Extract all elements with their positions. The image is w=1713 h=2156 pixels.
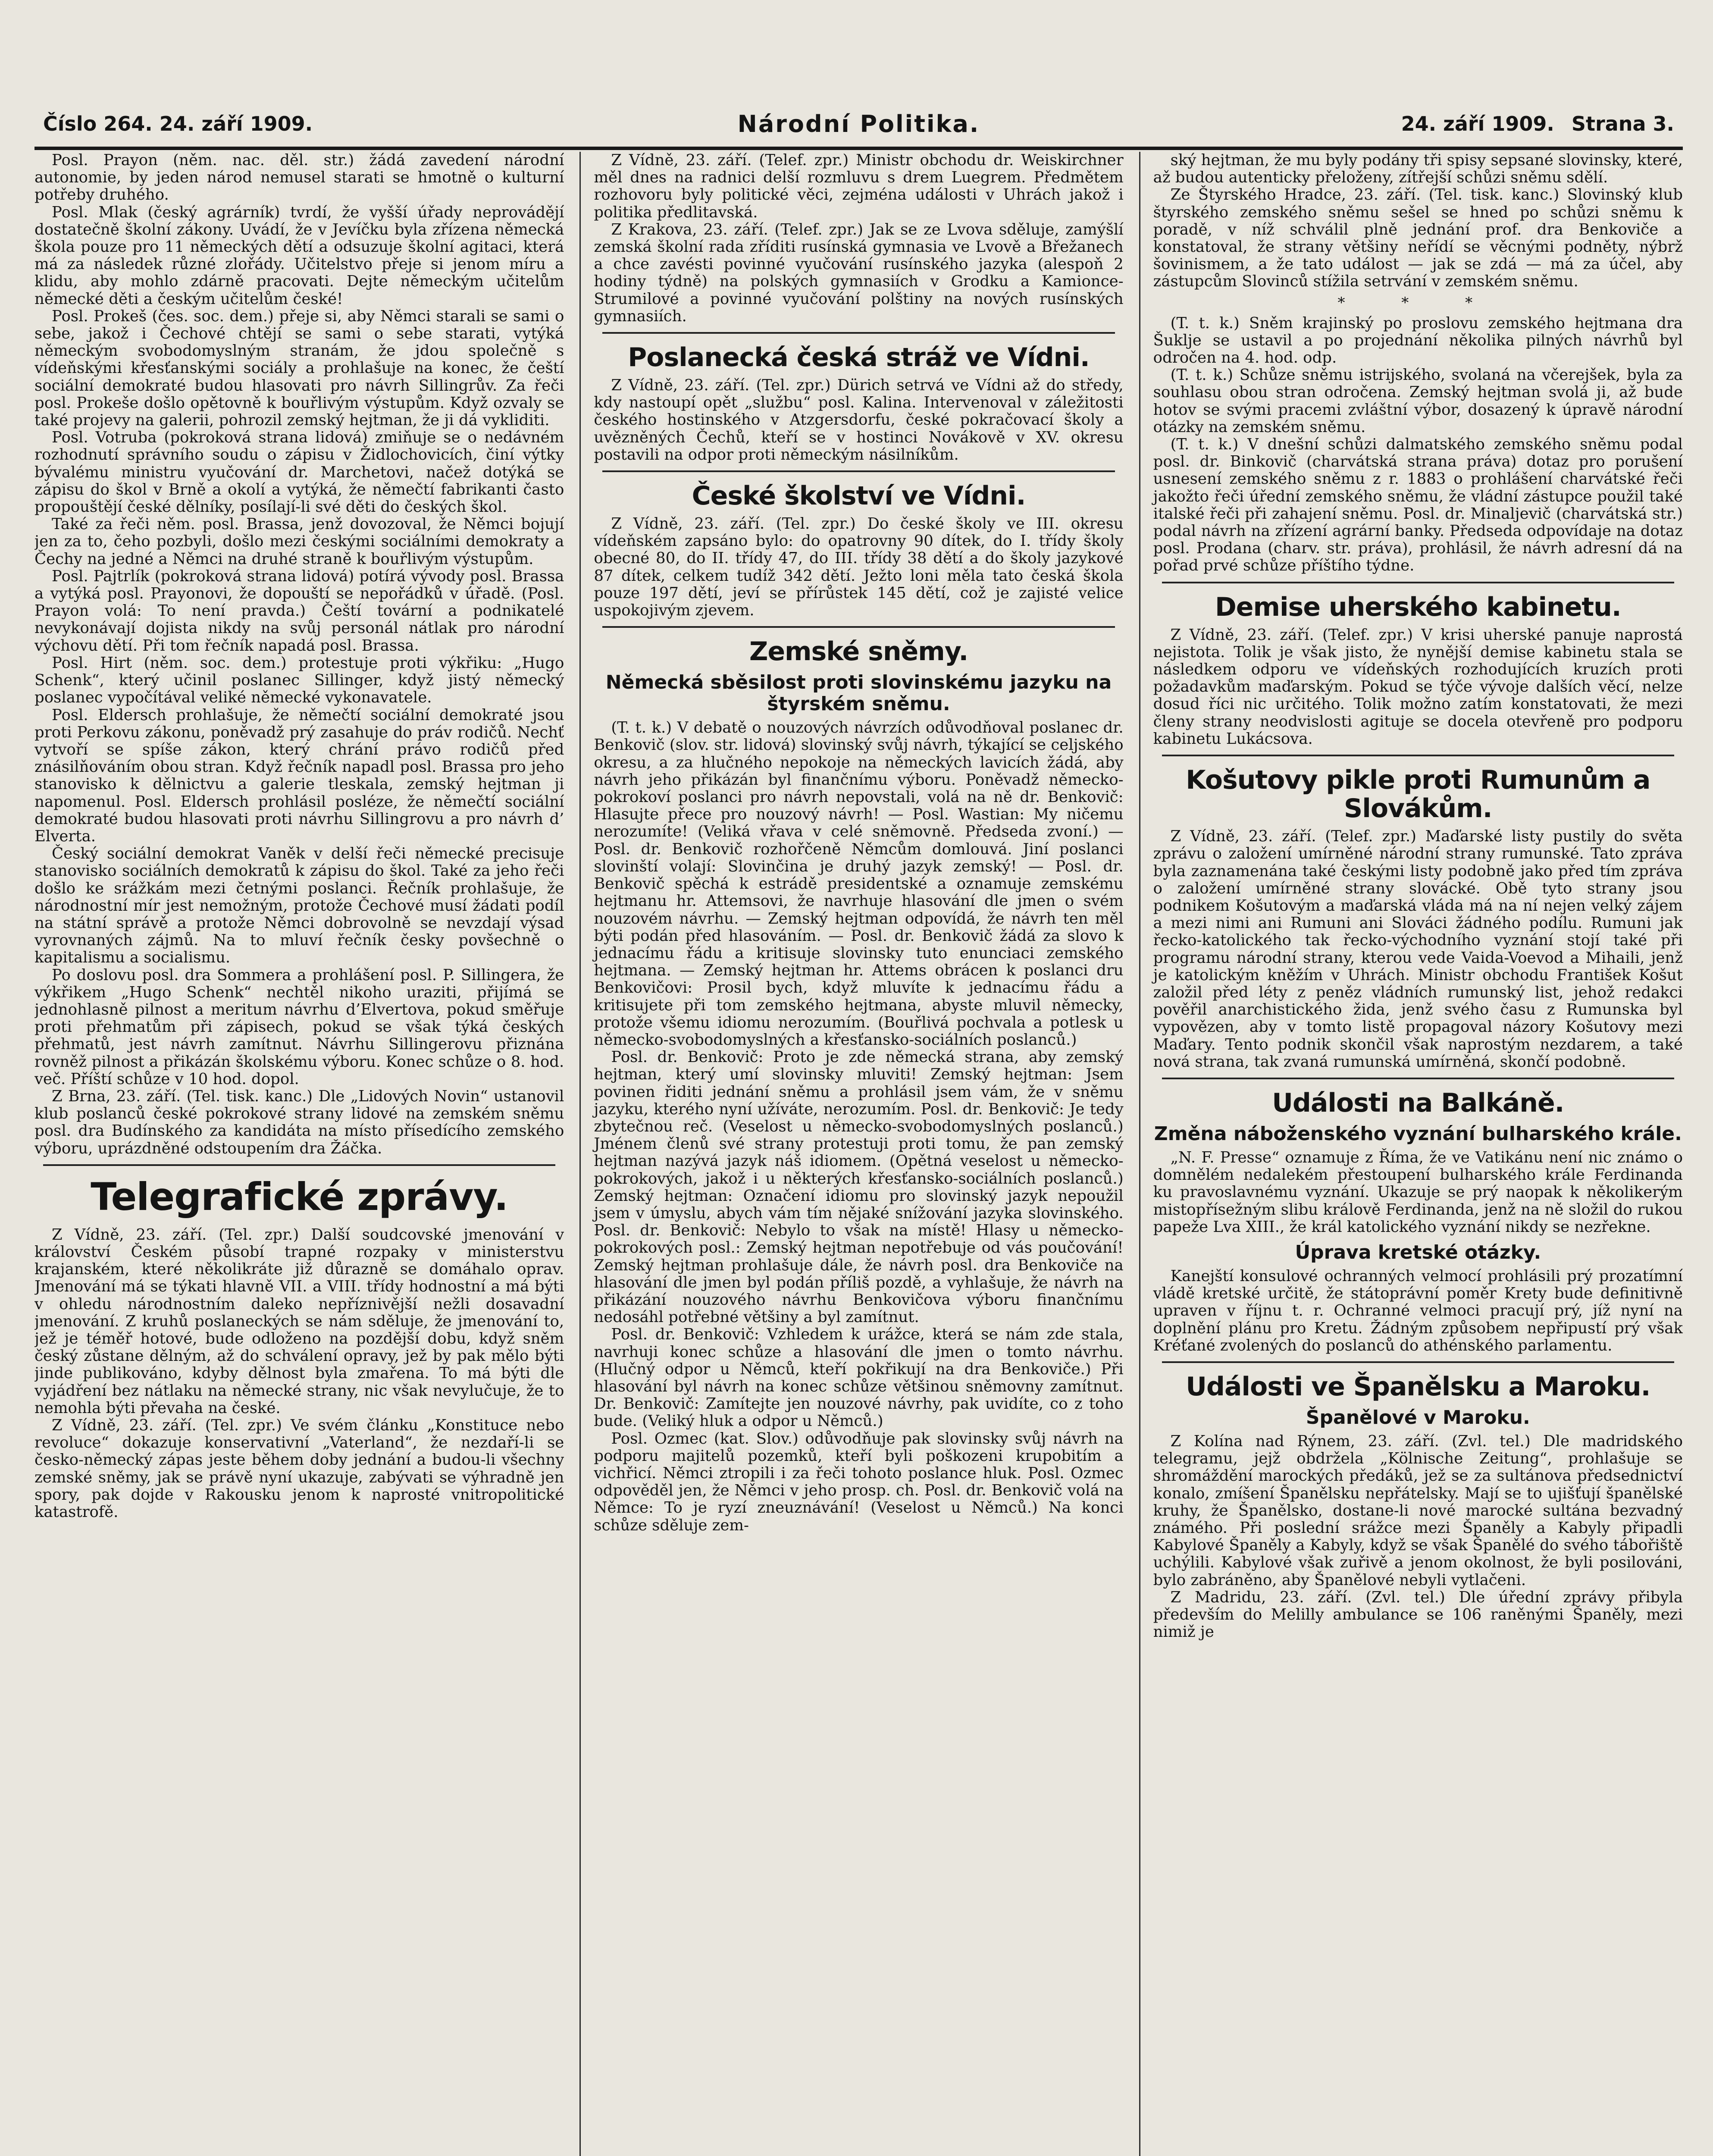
issue-date: 24. září 1909. — [1401, 112, 1554, 135]
subheading: Úprava kretské otázky. — [1295, 1241, 1541, 1263]
paragraph: Posl. Prokeš (čes. soc. dem.) přeje si, aby Němci starali se sami o sebe, jakož i Čechové chtějí se sami o sebe starati, vytýká německým svobodomyslným stranám, že jdou společně s vídeňskými křesťanskými sociály a prohlašuje na konec, že čeští sociální demokraté budou hlasovati pro návrh Sillingrův. Za řeči posl. Prokeše došlo opětovně k bouřlivým výstupům. Když ozvaly se také projevy na galerii, pohrozil zemský hejtman, že ji dá vykliditi. — [34, 307, 564, 429]
paragraph: Posl. Ozmec (kat. Slov.) odůvodňuje pak slovinsky svůj návrh na podporu majitelů pozemků, kteří byli poškozeni krupobitím a vichřicí. Němci ztropili i za řeči tohoto poslance hluk. Posl. Ozmec odpověděl jen, že Němci v jeho prosp. ch. Posl. dr. Benkovič volá na Němce: To je ryzí zneuznávání! (Veselost u Němců.) Na konci schůze sděluje zem- — [594, 1429, 1124, 1534]
paragraph: Z Vídně, 23. září. (Tel. zpr.) Ve svém článku „Konstituce nebo revoluce“ dokazuje konservativní „Vaterland“, že nezdaří-li se česko-německý zápas jeste během doby jednání a budou-li všechny zemské sněmy, jak se právě nyní ukazuje, zabývati se výhradně jen spory, pak dojde v Rakousku jenom k naprosté vnitropolitické katastrofě. — [34, 1416, 564, 1521]
section-heading: České školství ve Vídni. — [692, 481, 1026, 511]
masthead — [34, 112, 1683, 150]
section-divider — [1162, 1078, 1674, 1079]
paragraph: Kanejští konsulové ochranných velmocí prohlásili prý prozatímní vládě kretské určitě, že státoprávní poměr Krety bude definitivně upraven v říjnu t. r. Ochranné velmoci pracují prý, jíž nyní na doplnění plánu pro Kretu. Žádným způsobem nepřipustí prý však Kréťané zvolených do poslanců do athénského parlamentu. — [1153, 1267, 1683, 1354]
paragraph: Český sociální demokrat Vaněk v delší řeči německé precisuje stanovisko sociálních demokratů k zápisu do škol. Také za jeho řeči došlo ke srážkám mezi četnými poslanci. Řečník prohlašuje, že národnostní mír jest nemožným, protože Čechové musí žádati podíl na státní správě a protože Němci dobrovolně se nevzdají výsad vyrovnaných zájmů. Na to mluví řečník česky povšechně o kapitalismu a socialismu. — [34, 845, 564, 967]
subheading: Změna náboženského vyznání bulharského krále. — [1154, 1122, 1682, 1145]
section-heading: Zemské sněmy. — [749, 636, 968, 667]
section-heading: Události na Balkáně. — [1272, 1087, 1564, 1118]
section-divider — [1162, 582, 1674, 583]
column-1 — [34, 152, 564, 2156]
paragraph: Posl. Pajtrlík (pokroková strana lidová) potírá vývody posl. Brassa a vytýká posl. Prayonovi, že dopouští se nepořádků v úřadě. (Posl. Prayon volá: To není pravda.) Čeští tovární a podnikatelé nevykonávají dojista nikdy na svůj personál nátlak pro národní výchovu dětí. Při tom řečník napadá posl. Brassa. — [34, 567, 564, 655]
paragraph: Posl. Votruba (pokroková strana lidová) zmiňuje se o nedávném rozhodnutí správního soudu o zápisu v Židlochovicích, činí výtky bývalému ministru vyučování dr. Marchetovi, načež dotýká se zápisu do škol v Brně a okolí a vytýká, že němečtí fabrikanti často propouštějí české dělníky, posílají-li své děti do českých škol. — [34, 429, 564, 516]
paragraph: Také za řeči něm. posl. Brassa, jenž dovozoval, že Němci bojují jen za to, čeho pozbyli, došlo mezi českými sociálními demokraty a Čechy na jedné a Němci na druhé straně k bouřlivým výstupům. — [34, 515, 564, 568]
paragraph: ský hejtman, že mu byly podány tři spisy sepsané slovinsky, které, až budou autenticky přeloženy, zítřejší schůzi sněmu sdělí. — [1153, 152, 1683, 187]
section-heading: Poslanecká česká stráž ve Vídni. — [628, 342, 1090, 373]
paragraph: (T. t. k.) V debatě o nouzových návrzích odůvodňoval poslanec dr. Benkovič (slov. str. lidová) slovinský svůj návrh, týkající se celjského okresu, a za hlučného nepokoje na německých lavicích žádá, aby návrh jeho přikázán byl finančnímu výboru. Poněvadž německo-pokrokoví poslanci pro návrh nepovstali, volá na ně dr. Benkovič: Hlasujte přece pro nouzový návrh! — Posl. Wastian: My ničemu nerozumíte! (Veliká vřava v celé sněmovně. Předseda zvoní.) — Posl. dr. Benkovič rozhořčeně Němcům domlouvá. Jiní poslanci slovinští volají: Slovinčina je druhý jazyk zemský! — Posl. dr. Benkovič spěchá k estrádě presidentské a oznamuje zemskému hejtmanu hr. Attemsovi, že navrhuje hlasování dle jmen o svém nouzovém návrhu. — Zemský hejtman odpovídá, že návrh ten měl býti podán před hlasováním. — Posl. dr. Benkovič žádá za slovo k jednacímu řádu a kritisuje slovinsky tuto enunciaci zemského hejtmana. — Zemský hejtman hr. Attems obrácen k poslanci dru Benkovičovi: Prosil bych, když mluvíte k jednacímu řádu a kritisujete při tom zemského hejtmana, abyste mluvil německy, protože všemu idiomu nerozumím. (Bouřlivá pochvala a potlesk u německo-svobodomyslných a křesťansko-sociálních poslanců.) — [594, 719, 1124, 1049]
paragraph: Z Brna, 23. září. (Tel. tisk. kanc.) Dle „Lidových Novin“ ustanovil klub poslanců české pokrokové strany lidové na zemském sněmu posl. dra Budínského za kandidáta na místo přísedícího zemského výboru, uprázdněné odstoupením dra Žáčka. — [34, 1087, 564, 1157]
paragraph: (T. t. k.) Sněm krajinský po proslovu zemského hejtmana dra Šuklje se ustavil a po projednání několika pilných návrhů byl odročen na 4. hod. odp. — [1153, 314, 1683, 367]
section-divider — [43, 1164, 555, 1166]
paragraph: (T. t. k.) Schůze sněmu istrijského, svolaná na včerejšek, byla za souhlasu obou stran odročena. Zemský hejtman svolá ji, až bude hotov se svými pracemi zvláštní výbor, dosazený k úpravě národní otázky na zemském sněmu. — [1153, 366, 1683, 436]
issue-number: Číslo 264. 24. září 1909. — [43, 112, 313, 135]
page-number: Strana 3. — [1571, 112, 1674, 135]
paragraph: (T. t. k.) V dnešní schůzi dalmatského zemského sněmu podal posl. dr. Binkovič (charvátská strana práva) dotaz pro porušení usnesení zemského sněmu z r. 1883 o prohlášení charvátské řeči jakožto řeči úřední zemského sněmu, že vládní zástupce použil také italské řeči při zahajení sněmu. Posl. dr. Minaljevič (charvátská str.) podal návrh na zřízení agrární banky. Předseda odpovídaje na dotaz posl. Prodana (charv. str. práva), prohlásil, že návrh adresní dá na pořad prvé schůze příštího týdne. — [1153, 436, 1683, 575]
section-heading: Události ve Španělsku a Maroku. — [1186, 1371, 1650, 1402]
section-heading: Telegrafické zprávy. — [91, 1174, 508, 1219]
paragraph: Posl. dr. Benkovič: Proto je zde německá strana, aby zemský hejtman, který umí slovinsky mluviti! Zemský hejtman: Jsem povinen řiditi jednání sněmu a prohlásil jsem vám, že v sněmu jazyku, kterého nyní užíváte, nerozumím. Posl. dr. Benkovič: Je tedy zbytečnou reč. (Veselost u německo-svobodomyslných poslanců.) Jménem členů své strany protestuji proti tomu, že pan zemský hejtman nazývá jazyk náš idiomem. (Opětná veselost u německo-pokrokových, jakož i u některých křesťansko-sociálních poslanců.) Zemský hejtman: Označení idiomu pro slovinský jazyk nepoužil jsem v úmyslu, abych vám tím nějaké snížování jazyka slovinského. Posl. dr. Benkovič: Nebylo to však na místě! Hlasy u německo-pokrokových posl.: Zemský hejtman nepotřebuje od vás poučování! Zemský hejtman prohlašuje dále, že návrh posl. dra Benkoviče na hlasování dle jmen byl podán příliš pozdě, a vyhlašuje, že návrh na přikázání nouzového návrhu Benkovičova výboru finančnímu nedosáhl potřebné většiny a byl zamítnut. — [594, 1048, 1124, 1326]
section-divider — [602, 470, 1115, 472]
column-3 — [1139, 152, 1683, 2156]
paragraph: Z Vídně, 23. září. (Tel. zpr.) Do české školy ve III. okresu vídeňském zapsáno bylo: do opatrovny 90 dítek, do I. třídy školy obecné 80, do II. třídy 47, do III. třídy 38 dětí a do školy jazykové 87 dítek, celkem tudíž 342 dětí. Ježto loni měla tato česká škola pouze 197 dětí, jeví se přírůstek 145 dětí, což je zajisté velice uspokojivým zjevem. — [594, 515, 1124, 620]
paragraph: Posl. Hirt (něm. soc. dem.) protestuje proti výkřiku: „Hugo Schenk“, který učinil poslanec Sillinger, když jistý německý poslanec vypočítával veliké německé vykonavatele. — [34, 654, 564, 707]
paragraph: Z Krakova, 23. září. (Telef. zpr.) Jak se ze Lvova sděluje, zamýšlí zemská školní rada zříditi rusínská gymnasia ve Lvově a Břežanech a chce zavésti povinné vyučování rusínského jazyka (alespoň 2 hodiny týdně) na polských gymnasiích v Grodku a Kamionce-Strumilové a povinné vyučování polštiny na nových rusínských gymnasiích. — [594, 220, 1124, 325]
section-divider — [602, 332, 1115, 334]
section-heading: Demise uherského kabinetu. — [1215, 592, 1621, 622]
paragraph: Posl. Prayon (něm. nac. děl. str.) žádá zavedení národní autonomie, by jeden národ nemusel starati se hmotně o kulturní potřeby druhého. — [34, 152, 564, 204]
paragraph: Z Vídně, 23. září. (Tel. zpr.) Dürich setrvá ve Vídni až do středy, kdy nastoupí opět „službu“ posl. Kalina. Intervenoval v záležitosti českého hostinského v Atzgersdorfu, české pokračovací školy a uvězněných Čechů, kteří se v hostinci Novákově v XV. okresu postavili na odpor proti německým násilníkům. — [594, 376, 1124, 464]
paragraph: Posl. dr. Benkovič: Vzhledem k urážce, která se nám zde stala, navrhuji konec schůze a hlasování dle jmen o tomto návrhu. (Hlučný odpor u Němců, kteří pokřikují na dra Benkoviče.) Při hlasování byl návrh na konec schůze většinou sněmovny zamítnut. Dr. Benkovič: Zamítejte jen nouzové návrhy, pak uvidíte, co z toho bude. (Veliký hluk a odpor u Němců.) — [594, 1326, 1124, 1430]
paragraph: Z Kolína nad Rýnem, 23. září. (Zvl. tel.) Dle madridského telegramu, jejž obdržela „Kölnische Zeitung“, prohlašuje se shromáždění marockých předáků, jež se za sultánova předsednictví konalo, zmíšení Španělsku nepřátelsky. Mají se to ujišťují španělské kruhy, že Španělsko, dostane-li nové marocké sultána bezvadný známého. Při poslední srážce mezi Španěly a Kabyly připadli Kabylové Španěly a Kabyly, když se však Španělé do svého tábořiště uchýlili. Kabylové však zuřivě a jenom okolnost, že byli posilováni, bylo zabráněno, aby Španělové nebyli vytlačeni. — [1153, 1432, 1683, 1589]
subheading: Německá sběsilost proti slovinskému jazyku na štyrském sněmu. — [605, 671, 1112, 715]
paragraph: Z Vídně, 23. září. (Telef. zpr.) Ministr obchodu dr. Weiskirchner měl dnes na radnici delší rozmluvu s drem Luegrem. Předmětem rozhovoru byly politické věci, zejména události v Uhrách jakož i politika předlitavská. — [594, 152, 1124, 221]
paragraph: Z Vídně, 23. září. (Telef. zpr.) V krisi uherské panuje naprostá nejistota. Tolik je však jisto, že nynější demise kabinetu stala se následkem odporu ve vídeňských rozhodujících kruzích proti požadavkům maďarským. Pokud se týče vývoje dalších věcí, nelze dosud říci nic určitého. Tolik možno zatím konstatovati, že mezi členy strany neodvislosti agituje se docela otevřeně pro podporu kabinetu Lukácsova. — [1153, 626, 1683, 748]
paragraph: Z Vídně, 23. září. (Telef. zpr.) Maďarské listy pustily do světa zprávu o založení umírněné národní strany rumunské. Tato zpráva byla zaznamenána také českými listy podobně jako před tím zpráva o založení umírněné strany slovácké. Obě tyto strany jsou podnikem Košutovým a maďarská vláda má na ní nejen velký zájem a mezi nimi ani Rumuni ani Slováci žádného podílu. Rumuni jak řecko-katolického tak řecko-východního vyznání stojí také při programu národní strany, kterou vede Vaida-Voevod a Mihaili, jenž je katolickým kněžím v Uhrách. Ministr obchodu František Košut založil před léty z peněz vládních rumunský list, jehož redakci pověřil anarchistického žida, jenž svého času z Rumunska byl vypovězen, aby v tomto listě propagoval názory Košutovy mezi Maďary. Tento podnik skončil však naprostým nezdarem, a také nová strana, tak zvaná rumunská umírněná, skončí podobně. — [1153, 827, 1683, 1071]
section-divider — [602, 626, 1115, 628]
paragraph: Posl. Eldersch prohlašuje, že němečtí sociální demokraté jsou proti Perkovu zákonu, poněvadž prý zasahuje do práv rodičů. Nechť vytvoří se spíše zákon, který chrání právo rodičů před znásilňováním obou stran. Když řečník napadl posl. Brassa pro jeho stanovisko k dělnictvu a galerie tleskala, zemský hejtman ji napomenul. Posl. Eldersch prohlásil posléze, že němečtí sociální demokraté budou hlasovati proti návrhu Sillingrovu a pro návrh d’ Elverta. — [34, 706, 564, 845]
paragraph: Z Vídně, 23. září. (Tel. zpr.) Další soudcovské jmenování v království Českém působí trapné rozpaky v ministerstvu krajanském, které několikráte již důrazně se domáhalo oprav. Jmenování má se týkati hlavně VII. a VIII. třídy hodnostní a má býti v ohledu národnostním daleko nepříznivější nežli dosavadní jmenování. Z kruhů poslaneckých se nám sděluje, že jmenování to, jež je téměř hotové, bude odloženo na pozdější dobu, když sněm český zůstane dělným, až do schválení opravy, jež by pak mělo býti jinde publikováno, kdyby dělnost byla zmařena. To má býti dle vyjádření bez nátlaku na německé strany, nic však nevylučuje, že to nemohla býti převaha na české. — [34, 1225, 564, 1417]
subheading: Španělové v Maroku. — [1306, 1406, 1530, 1429]
paragraph: Ze Štyrského Hradce, 23. září. (Tel. tisk. kanc.) Slovinský klub štyrského zemského sněmu sešel se hned po schůzi sněmu k poradě, v níž schválil plně jednání prof. dra Benkoviče a konstatoval, že strany většiny neřídí se věcnými podněty, nýbrž šovinismem, a že tato událost — jak se zdá — má za účel, aby zástupcům Slovinců stížila setrvání v zemském sněmu. — [1153, 186, 1683, 291]
newspaper-title: Národní Politika. — [737, 110, 980, 138]
section-divider — [1162, 1361, 1674, 1363]
article-columns — [34, 152, 1683, 2156]
paragraph: „N. F. Presse“ oznamuje z Říma, že ve Vatikánu není nic známo o domnělém nedalekém přestoupení bulharského krále Ferdinanda ku pravoslavnému vyznání. Ukazuje se prý naopak k několikerým mistopřísežným slibu králově Ferdinanda, jenž na ně složil do rukou papeže Lva XIII., že král katolického vyznání nikdy se nezřekne. — [1153, 1148, 1683, 1236]
page-info — [1384, 112, 1674, 135]
section-heading: Košutovy pikle proti Rumunům a Slovákům. — [1186, 765, 1650, 824]
paragraph: Posl. Mlak (český agrárník) tvrdí, že vyšší úřady neprovádějí dostatečně školní zákony. Uvádí, že v Jevíčku byla zřízena německá škola pouze pro 11 německých dětí a odsuzuje školní agitaci, která má za následek různé zlořády. Učitelstvo přeje si jenom míru a klidu, aby mohlo zdárně pracovati. Dejte německým učitelům německé děti a českým učitelům české! — [34, 203, 564, 308]
separator-dots: * * * — [1337, 294, 1499, 311]
column-2 — [579, 152, 1123, 2156]
paragraph: Z Madridu, 23. září. (Zvl. tel.) Dle úřední zprávy přibyla především do Melilly ambulance se 106 raněnými Španěly, mezi nimiž je — [1153, 1588, 1683, 1641]
paragraph: Po doslovu posl. dra Sommera a prohlášení posl. P. Sillingera, že výkřikem „Hugo Schenk“ nechtěl nikoho uraziti, přijímá se jednohlasně pilnost a meritum návrhu d’Elvertova, pokud směřuje proti přehmatům při zápisech, pokud se však týká českých přehmatů, jest návrh zamítnut. Návrhu Sillingerovu přiznána rovněž pilnost a přikázán školskému výboru. Konec schůze o 8. hod. več. Příští schůze v 10 hod. dopol. — [34, 966, 564, 1088]
section-divider — [1162, 755, 1674, 756]
